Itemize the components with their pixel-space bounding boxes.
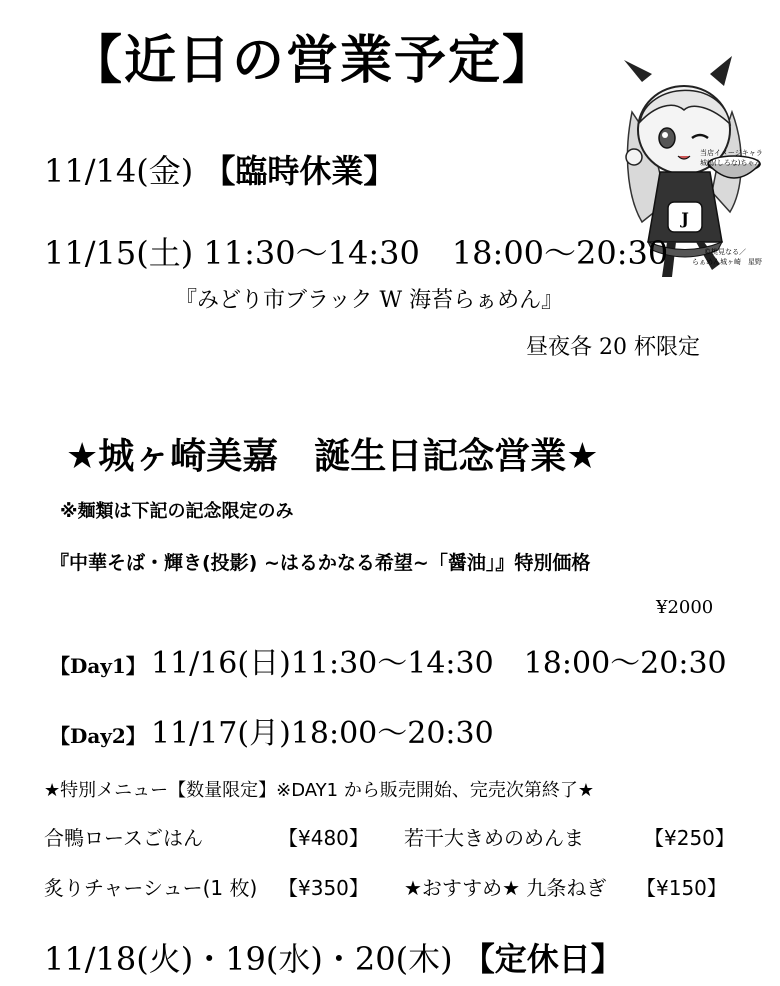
day1-line [50,638,727,682]
special-item-2-price: 【¥250】 [644,826,735,850]
special-item-name: ★おすすめ★ 九条ねぎ [404,876,607,900]
nov15-date: 11/15(土) [44,234,194,272]
nov14-line [44,146,395,192]
special-item-4-price: 【¥150】 [636,876,727,900]
nov14-status: 【臨時休業】 [203,152,396,190]
special-item-name: 若干大きめのめんま [404,826,584,850]
character-illustration [612,52,772,317]
special-item-1 [44,822,203,851]
special-item-3 [44,872,257,901]
special-item-2 [404,822,584,851]
birthday-item: 『中華そば・輝き(投影) ~はるかなる希望~「醤油」』特別価格 [50,552,591,574]
day2-date: 11/17(月)18:00〜20:30 [150,716,494,751]
special-item-4 [404,872,606,901]
special-item-name: 炙りチャーシュー(1 枚) [44,876,258,900]
birthday-price: ¥2000 [656,597,714,618]
character-credit-1: ©桃見なる／ [704,248,746,256]
day1-tag: 【Day1】 [50,654,146,678]
holiday-status: 【定休日】 [462,940,623,978]
special-item-3-price: 【¥350】 [278,876,369,900]
birthday-note: ※麺類は下記の記念限定のみ [60,501,294,522]
holiday-dates: 11/18(火)・19(水)・20(木) [44,940,453,978]
special-item-name: 合鴨ロースごはん [44,826,203,850]
nov15-hours: 11:30〜14:30 18:00〜20:30 [203,234,669,272]
day2-tag: 【Day2】 [50,724,146,748]
nov15-limit: 昼夜各 20 杯限定 [526,335,700,360]
svg-text:J: J [681,209,689,228]
character-credit-2: らぁめん城ヶ崎 星野 [692,258,762,266]
special-heading: ★特別メニュー【数量限定】※DAY1 から販売開始、完売次第終了★ [44,780,594,801]
character-caption-1: 当店イメージキャラ [700,149,763,157]
special-item-1-price: 【¥480】 [278,826,369,850]
character-caption-2: 城嶋(しろな)ちゃん [700,159,762,167]
day2-line [50,708,494,752]
nov15-line [44,228,668,274]
holiday-line [44,934,623,980]
page-title: 【近日の営業予定】 [70,31,557,91]
character-icon [612,52,772,317]
birthday-heading: ★城ヶ崎美嘉 誕生日記念営業★ [66,436,599,477]
nov14-date: 11/14(金) [44,152,194,190]
day1-date: 11/16(日)11:30〜14:30 18:00〜20:30 [150,646,727,681]
nov15-menu: 『みどり市ブラック W 海苔らぁめん』 [175,288,564,313]
